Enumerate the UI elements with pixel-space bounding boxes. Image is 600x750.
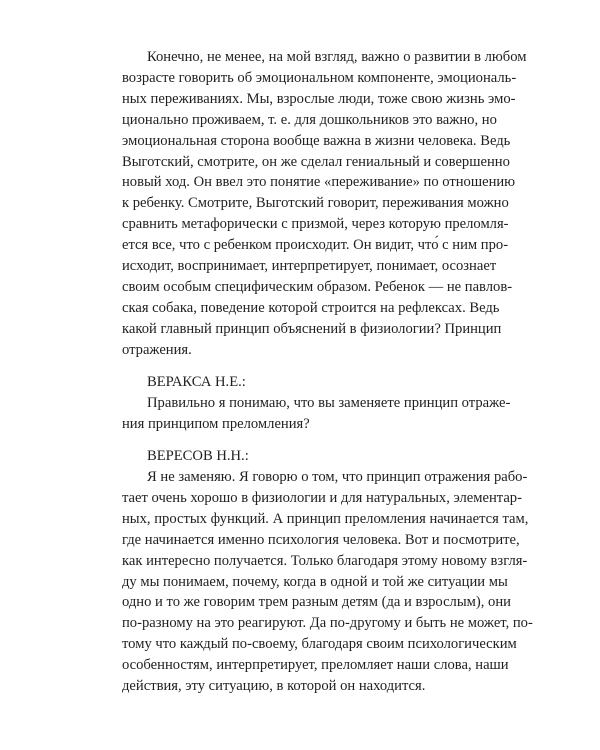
text-line: исходит, воспринимает, интерпретирует, понимает, осознает (122, 258, 497, 275)
text-line: действия, эту ситуацию, в которой он находится. (122, 678, 426, 695)
speaker-label: ВЕРЕСОВ Н.Н.: (147, 448, 249, 464)
text-line: Правильно я понимаю, что вы заменяете принцип отраже- (147, 395, 511, 411)
text-line: ду мы понимаем, почему, когда в одной и той же ситуации мы (122, 573, 508, 590)
text-line: тому что каждый по-своему, благодаря своим психологическим (122, 636, 517, 653)
text-line: ционально проживаем, т. е. для дошкольников это важно, но (122, 111, 497, 128)
text-line: Я не заменяю. Я говорю о том, что принцип отражения рабо- (147, 469, 528, 485)
text-line: ется все, что с ребенком происходит. Он видит, что́ с ним про- (122, 237, 509, 254)
text-line: новый ход. Он ввел это понятие «переживание» по отношению (122, 174, 516, 191)
text-line: Выготский, смотрите, он же сделал гениальный и совершенно (122, 153, 510, 170)
text-line: Конечно, не менее, на мой взгляд, важно о развитии в любом (147, 49, 527, 65)
text-line: особенностям, интерпретирует, преломляет наши слова, наши (122, 657, 509, 674)
text-line: ская собака, поведение которой строится на рефлексах. Ведь (122, 299, 500, 316)
text-line: как интересно получается. Только благодаря этому новому взгля- (122, 552, 528, 569)
text-line: отражения. (122, 341, 192, 358)
text-line: одно и то же говорим трем разным детям (да и взрослым), они (122, 594, 511, 611)
text-line: возрасте говорить об эмоциональном компоненте, эмоциональ- (122, 69, 517, 86)
speaker-label: ВЕРАКСА Н.Е.: (147, 374, 246, 390)
paragraph-intro (122, 47, 527, 361)
text-line: ния принципом преломления? (122, 415, 310, 432)
text-line: ных, простых функций. А принцип преломления начинается там, (122, 510, 529, 527)
paragraph-question (122, 393, 511, 435)
text-line: своим особым специфическим образом. Ребенок — не павлов- (122, 278, 513, 295)
paragraph-answer (122, 467, 533, 697)
text-line: какой главный принцип объяснений в физиологии? Принцип (122, 320, 502, 337)
text-line: по-разному на это реагируют. Да по-другому и быть не может, по- (122, 615, 533, 632)
text-line: тает очень хорошо в физиологии и для натуральных, элементар- (122, 489, 522, 506)
text-line: сравнить метафорически с призмой, через которую преломля- (122, 216, 509, 233)
text-line: эмоциональная сторона вообще важна в жизни человека. Ведь (122, 132, 511, 149)
text-line: к ребенку. Смотрите, Выготский говорит, переживания можно (122, 195, 509, 212)
text-line: ных переживаниях. Мы, взрослые люди, тоже свою жизнь эмо- (122, 90, 516, 107)
text-line: где начинается именно психология человека. Вот и посмотрите, (122, 531, 520, 548)
